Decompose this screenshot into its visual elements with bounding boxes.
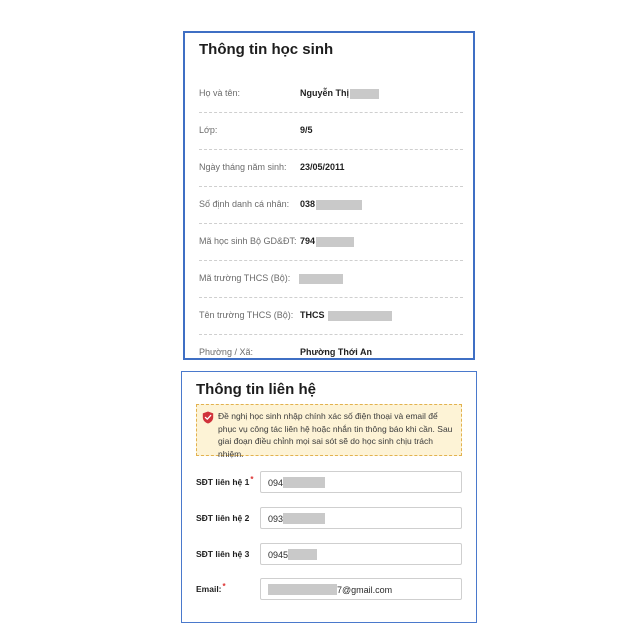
info-row-school-name [199,298,463,335]
info-value: 9/5 [300,125,313,135]
info-value: 794 [300,236,354,247]
shield-alert-icon [202,411,214,424]
contact-info-card [181,371,477,623]
email-input[interactable] [260,578,462,600]
info-value: Phường Thới An [300,347,372,357]
info-label: Ngày tháng năm sinh: [199,162,287,172]
info-value [298,273,343,284]
notice-box [196,404,462,459]
phone-1-input[interactable] [260,471,462,493]
email-label: Email:* [196,582,226,594]
notice-text: Đề nghị học sinh nhập chính xác số điện thoại và email để phục vụ công tác liên hệ hoặc nhắn tin thông báo khi cần. Sau giai đoạn điều chỉnh mọi sai sót sẽ do học sinh chịu trách nhiệm. [218,411,453,459]
input-value: 093 [268,513,325,524]
info-label: Phường / Xã: [199,347,253,357]
contact-info-title: Thông tin liên hệ [196,381,316,398]
redacted-block [283,477,325,488]
redacted-block [299,274,343,284]
info-label: Số định danh cá nhân: [199,199,290,209]
info-value: 23/05/2011 [300,162,345,172]
phone-2-label: SĐT liên hệ 2 [196,513,250,523]
info-row-personal-id [199,187,463,224]
info-value: Nguyễn Thị [300,88,379,99]
redacted-block [316,200,362,210]
phone-3-input[interactable] [260,543,462,565]
input-value: 7@gmail.com [268,584,392,595]
redacted-block [283,513,325,524]
info-label: Mã học sinh Bộ GD&ĐT: [199,236,297,246]
redacted-block [268,584,337,595]
info-row-full-name [199,76,463,113]
info-row-student-code [199,224,463,261]
phone-2-input[interactable] [260,507,462,529]
student-info-title: Thông tin học sinh [199,41,334,58]
redacted-block [328,311,392,321]
input-value: 0945 [268,549,317,560]
info-row-class [199,113,463,150]
info-label: Họ và tên: [199,88,241,98]
info-label: Lớp: [199,125,218,135]
phone-3-label: SĐT liên hệ 3 [196,549,250,559]
info-row-birth-date [199,150,463,187]
redacted-block [316,237,354,247]
info-row-ward [199,335,463,372]
info-row-school-code [199,261,463,298]
redacted-block [350,89,379,99]
phone-1-label: SĐT liên hệ 1* [196,475,254,487]
student-info-card [183,31,475,360]
required-mark: * [250,475,254,484]
input-value: 094 [268,477,325,488]
info-label: Tên trường THCS (Bộ): [199,310,294,320]
info-label: Mã trường THCS (Bộ): [199,273,291,283]
required-mark: * [222,582,226,591]
info-value: 038 [300,199,362,210]
redacted-block [288,549,317,560]
info-value: THCS [300,310,392,321]
